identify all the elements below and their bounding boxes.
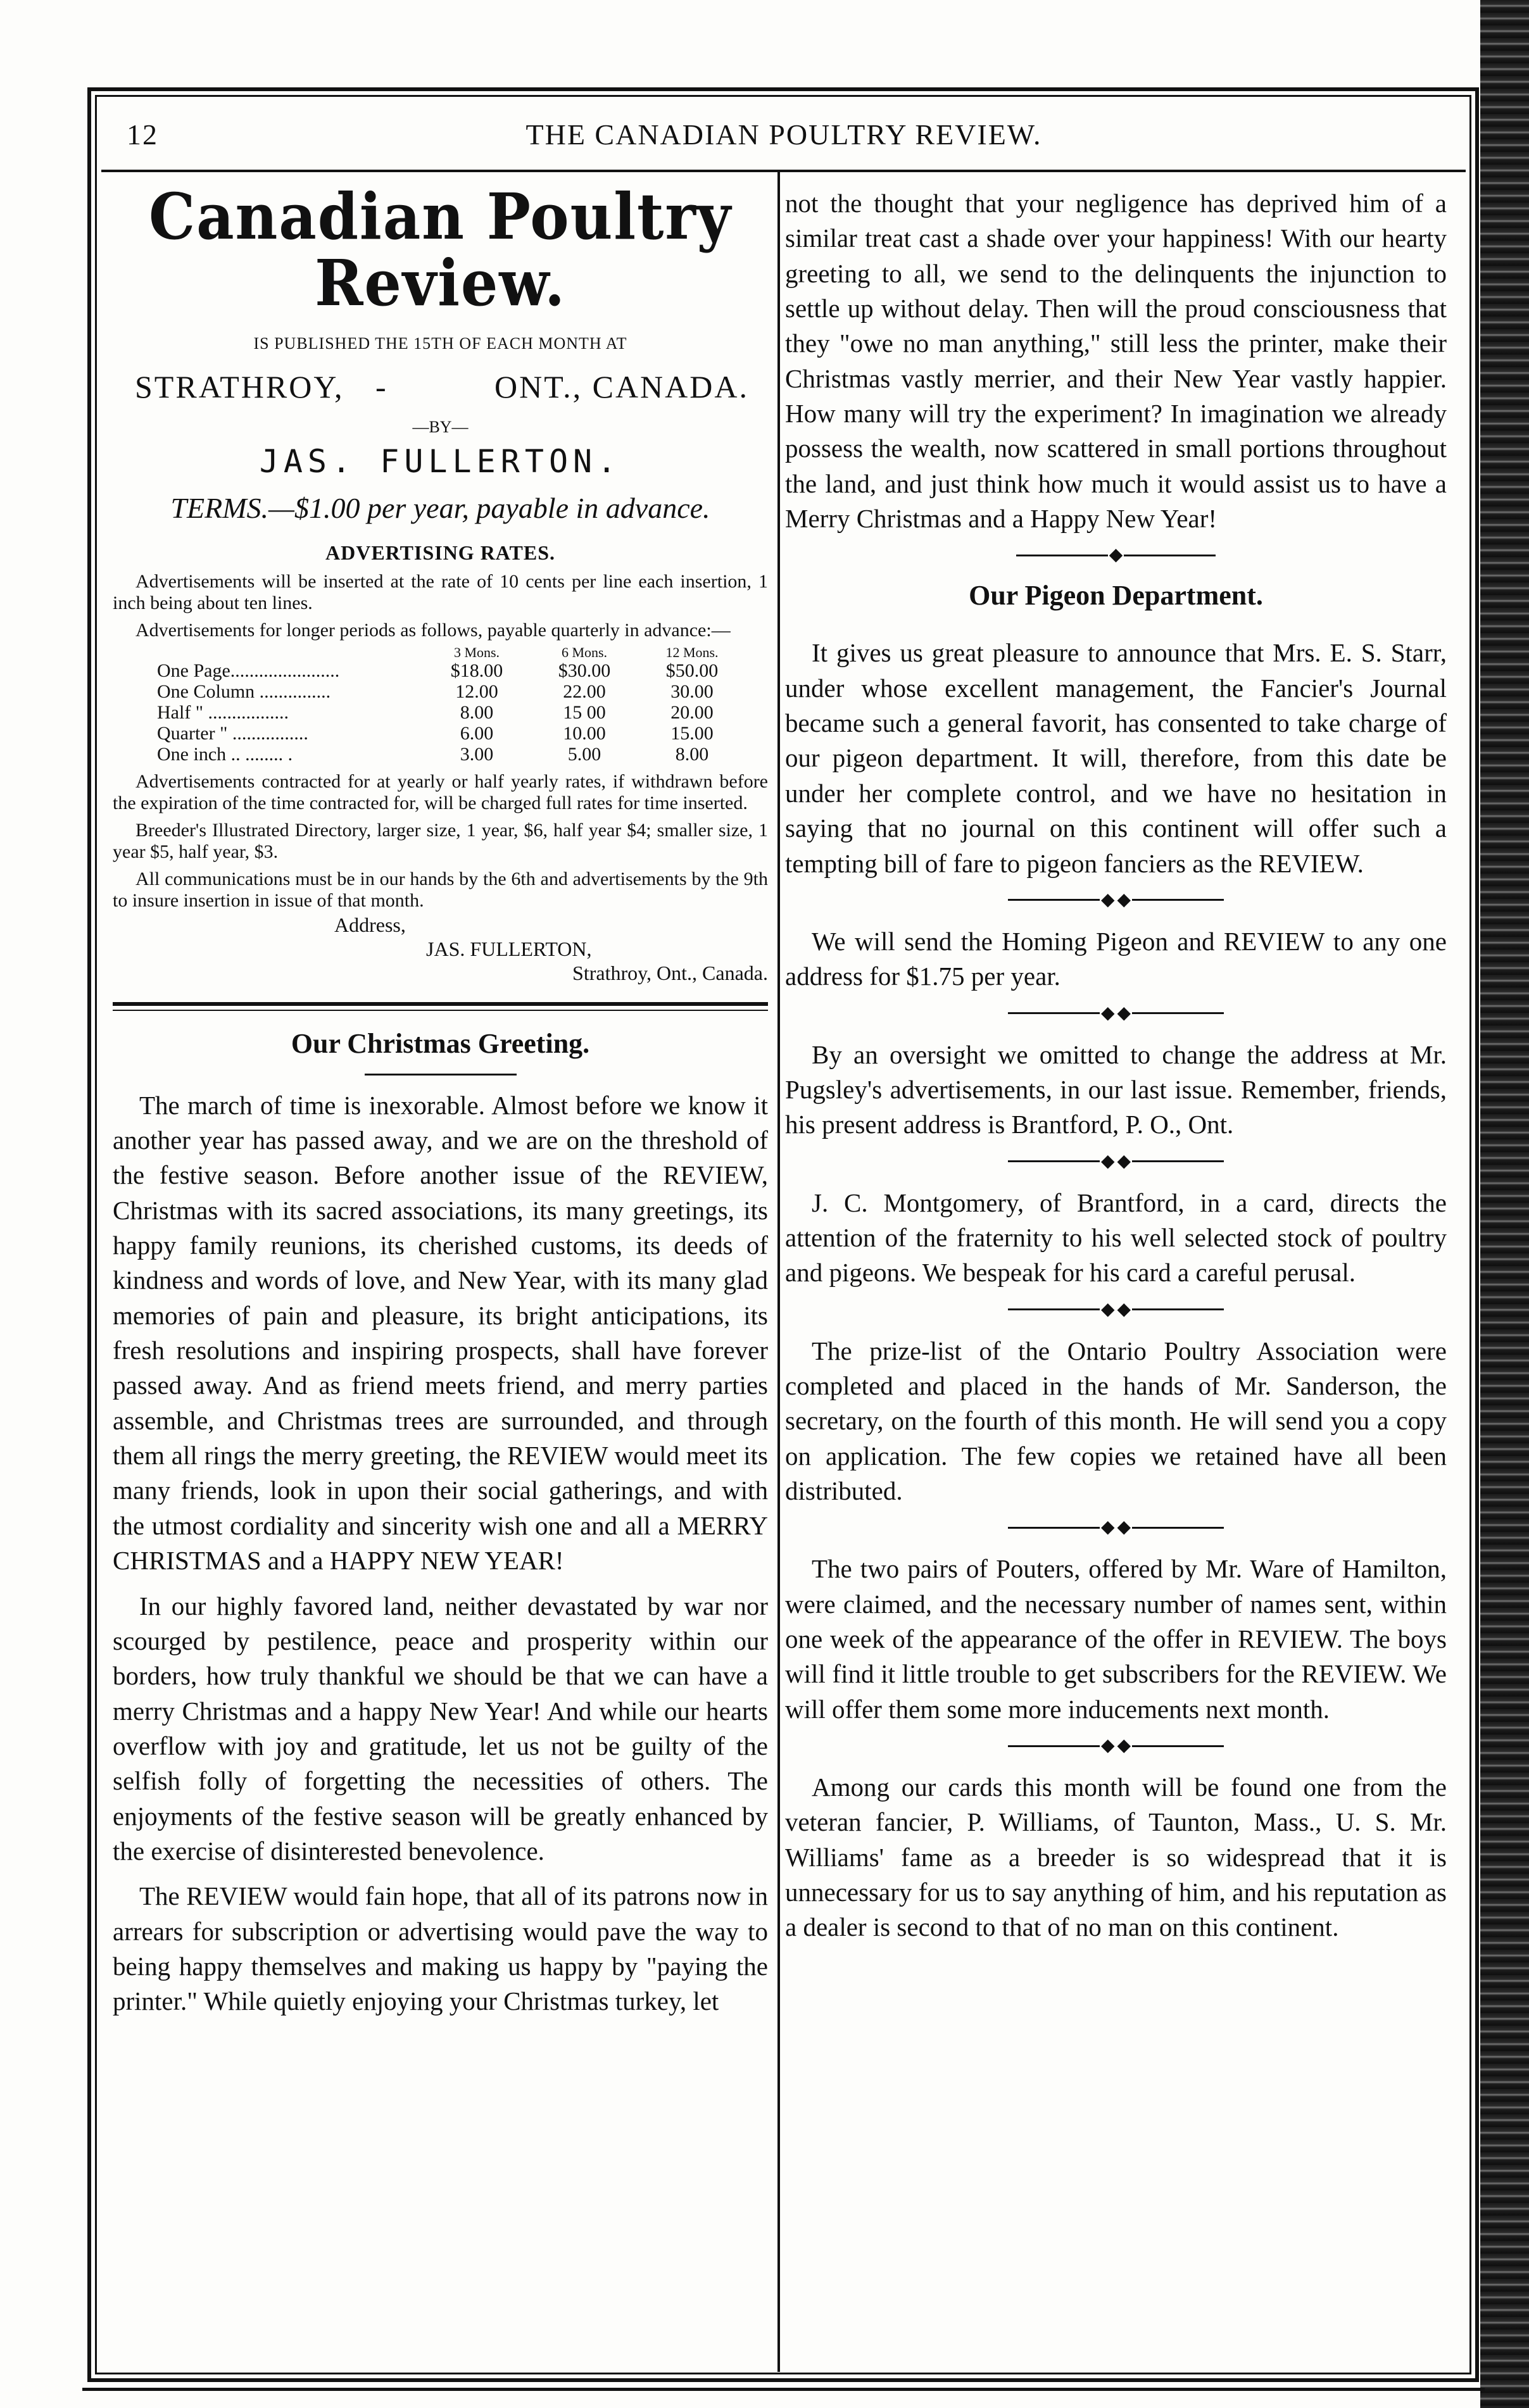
rates-cell: $18.00 (450, 660, 503, 681)
notice-paragraph: By an oversight we omitted to change the address at Mr. Pugsley's advertisements, in our last issue. Remember, friends, his present address is Brantford, P. O., Ont. (785, 1039, 1447, 1139)
ornament-diamond-icon: ◆ (1117, 1736, 1131, 1756)
city: STRATHROY, (135, 369, 344, 404)
section-ornament (785, 546, 1447, 564)
article-paragraph: The march of time is inexorable. Almost before we know it another year has passed away, and we are on the threshold of the festive season. Before another issue of the REVIEW, Christmas with its sacred associations, its many greetings, its happy family reunions, its cherished customs, its deeds of kindness and words of love, and New Year, with its many glad memories of pain and pleasure, its bright anticipations, its fresh resolutions and inspiring prospects, shall have forever passed away. And as friend meets friend, and merry parties assemble, and Christmas trees are surrounded, and through them all rings the merry greeting, the REVIEW would meet its many friends, look in upon their social gatherings, and with the utmost cordiality and sincerity wish one and all a MERRY CHRISTMAS and a HAPPY NEW YEAR! (113, 1090, 768, 1576)
section-ornament (785, 891, 1447, 909)
pigeon-article (785, 636, 1447, 881)
notice-paragraph: The two pairs of Pouters, offered by Mr. Ware of Hamilton, were claimed, and the necessary number of names sent, within one week of the appearance of the offer in REVIEW. The boys will find it little trouble to get subscribers for the REVIEW. We will offer them some more inducements next month. (785, 1554, 1447, 1724)
ad-paragraph: Advertisements contracted for at yearly or half yearly rates, if withdrawn before the expiration of the time contracted for, will be charged full rates for time inserted. (113, 770, 768, 813)
bottom-rule (82, 2388, 1485, 2391)
rates-cell: 30.00 (670, 680, 714, 702)
section-double-rule (113, 1002, 768, 1011)
ornament-diamond-icon: ◆ (1117, 889, 1131, 910)
rates-cell: 8.00 (460, 701, 494, 723)
notice (785, 1186, 1447, 1291)
running-header (113, 113, 1455, 157)
rates-column-header: 3 Mons. (453, 644, 500, 660)
ornament-diamond-icon: ◆ (1117, 1151, 1131, 1171)
rates-cell: 10.00 (563, 722, 606, 744)
notice-paragraph: J. C. Montgomery, of Brantford, in a card, directs the attention of the fraternity to his well selected stock of poultry and pigeons. We bespeak for his card a careful perusal. (785, 1188, 1447, 1288)
article-paragraph: not the thought that your negligence has deprived him of a similar treat cast a shade over your happiness! With our hearty greeting to all, we send to the delinquents the injunction to settle up without delay. Then will the proud consciousness that they "owe no man anything," still less the printer, make their Christmas vastly merrier, and their New Year vastly happier. How many will try the experiment? In imagination we already possess the wealth, now scattered in small portions throughout the land, and just think how much it would assist us to have a Merry Christmas and a Happy New Year! (785, 189, 1447, 534)
heading-rule (365, 1074, 517, 1075)
ornament-diamond-icon: ◆ (1100, 1517, 1115, 1538)
ad-paragraph: Advertisements will be inserted at the rate of 10 cents per line each insertion, 1 inch being about ten lines. (113, 571, 768, 613)
left-column (113, 177, 768, 2029)
notice (785, 924, 1447, 994)
ornament-diamond-icon: ◆ (1100, 1151, 1115, 1171)
subscription-terms: TERMS.—$1.00 per year, payable in advance. (170, 492, 710, 524)
notice-paragraph: The prize-list of the Ontario Poultry Association were completed and placed in the hands of Mr. Sanderson, the secretary, on the fourth of this month. He will send you a copy on application. The few copies we retained have all been distributed. (785, 1336, 1447, 1505)
place-dash: - (375, 369, 388, 404)
section-ornament (785, 1301, 1447, 1319)
rates-header-row (157, 645, 746, 660)
rates-row (157, 702, 746, 723)
ornament-diamond-icon: ◆ (1100, 889, 1115, 910)
rates-row-label: One Page....................... (157, 660, 340, 681)
section-ornament (785, 1153, 1447, 1170)
christmas-article-continued (785, 186, 1447, 536)
address-label: Address, (334, 913, 406, 936)
rates-row-label: Half " ................. (157, 701, 289, 723)
publisher-name: JAS. FULLERTON. (259, 443, 622, 480)
notice (785, 1552, 1447, 1727)
publication-line: IS PUBLISHED THE 15TH OF EACH MONTH AT (253, 334, 627, 353)
section-ornament (785, 1519, 1447, 1536)
advertising-rates (113, 571, 768, 912)
notice (785, 1038, 1447, 1143)
region: ONT., CANADA. (494, 369, 749, 404)
rates-cell: $50.00 (665, 660, 719, 681)
section-ornament (785, 1737, 1447, 1755)
ornament-diamond-icon: ◆ (1109, 545, 1123, 565)
address-name: JAS. FULLERTON, (426, 937, 592, 960)
ad-paragraph: Advertisements for longer periods as follows, payable quarterly in advance:— (135, 620, 731, 641)
christmas-article (113, 1088, 768, 2019)
rates-column-header: 6 Mons. (561, 644, 608, 660)
rates-cell: 6.00 (460, 722, 494, 744)
byline: —BY— (412, 418, 469, 436)
rates-column-header: 12 Mons. (665, 644, 719, 660)
rates-row (157, 681, 746, 702)
publication-place (113, 368, 768, 406)
address-place: Strathroy, Ont., Canada. (572, 962, 768, 985)
rates-cell: 22.00 (563, 680, 606, 702)
rates-cell: 8.00 (675, 743, 709, 765)
scanned-binding-edge (1480, 0, 1529, 2408)
publisher-address (113, 913, 768, 986)
notice (785, 1770, 1447, 1945)
rates-row (157, 723, 746, 744)
rates-cell: 15.00 (670, 722, 714, 744)
header-rule (101, 170, 1466, 172)
notice-paragraph: Among our cards this month will be found one from the veteran fancier, P. Williams, of Taunton, Mass., U. S. Mr. Williams' fame as a breeder is so widespread that it is unnecessary for us to say anything of him, and his reputation as a dealer is second to that of no man on this continent. (785, 1772, 1447, 1942)
running-title: THE CANADIAN POULTRY REVIEW. (525, 118, 1042, 151)
column-divider (777, 172, 780, 2372)
ad-paragraph: All communications must be in our hands by the 6th and advertisements by the 9th to insure insertion in issue of that month. (113, 869, 768, 911)
article-paragraph: It gives us great pleasure to announce that Mrs. E. S. Starr, under whose excellent management, the Fancier's Journal became such a general favorit, has consented to take charge of our pigeon department. It will, therefore, from this date be under her complete control, and we have no hesitation in saying that no journal on this continent will offer such a tempting bill of fare to pigeon fanciers as the REVIEW. (785, 638, 1447, 878)
rates-cell: 20.00 (670, 701, 714, 723)
article-paragraph: The REVIEW would fain hope, that all of its patrons now in arrears for subscription or advertising would pave the way to being happy themselves and making us happy by "paying the printer." While quietly enjoying your Christmas turkey, let (113, 1881, 768, 2016)
page-number: 12 (127, 118, 158, 151)
rates-row-label: One inch .. ........ . (157, 743, 293, 765)
rates-cell: 5.00 (567, 743, 601, 765)
right-column (785, 186, 1447, 1955)
notice-paragraph: We will send the Homing Pigeon and REVIEW to any one address for $1.75 per year. (785, 926, 1447, 991)
ornament-diamond-icon: ◆ (1117, 1299, 1131, 1319)
ornament-diamond-icon: ◆ (1100, 1003, 1115, 1023)
notice (785, 1334, 1447, 1509)
ornament-diamond-icon: ◆ (1117, 1003, 1131, 1023)
section-ornament (785, 1005, 1447, 1022)
advertising-rates-heading: ADVERTISING RATES. (325, 541, 556, 564)
rates-cell: 3.00 (460, 743, 494, 765)
christmas-heading: Our Christmas Greeting. (291, 1027, 590, 1059)
rates-row (157, 660, 746, 681)
rates-table (157, 645, 746, 765)
pigeon-heading: Our Pigeon Department. (969, 580, 1263, 611)
masthead-title: Canadian Poultry Review. (149, 179, 732, 320)
rates-row-label: One Column ............... (157, 680, 331, 702)
ad-paragraph: Breeder's Illustrated Directory, larger size, 1 year, $6, half year $4; smaller size, 1 year $5, half year, $3. (113, 820, 768, 862)
rates-cell: 15 00 (563, 701, 606, 723)
rates-row-label: Quarter " ................ (157, 722, 308, 744)
rates-row (157, 744, 746, 765)
article-paragraph: In our highly favored land, neither devastated by war nor scourged by pestilence, peace and prosperity within our borders, how truly thankful we should be that we can have a merry Christmas and a happy New Year! And while our hearts overflow with joy and gratitude, let us not be guilty of the selfish folly of forgetting the necessities of others. The enjoyments of the festive season will be greatly enhanced by the exercise of disinterested benevolence. (113, 1591, 768, 1866)
rates-cell: $30.00 (558, 660, 611, 681)
ornament-diamond-icon: ◆ (1100, 1299, 1115, 1319)
ornament-diamond-icon: ◆ (1100, 1736, 1115, 1756)
rates-cell: 12.00 (455, 680, 498, 702)
ornament-diamond-icon: ◆ (1117, 1517, 1131, 1538)
